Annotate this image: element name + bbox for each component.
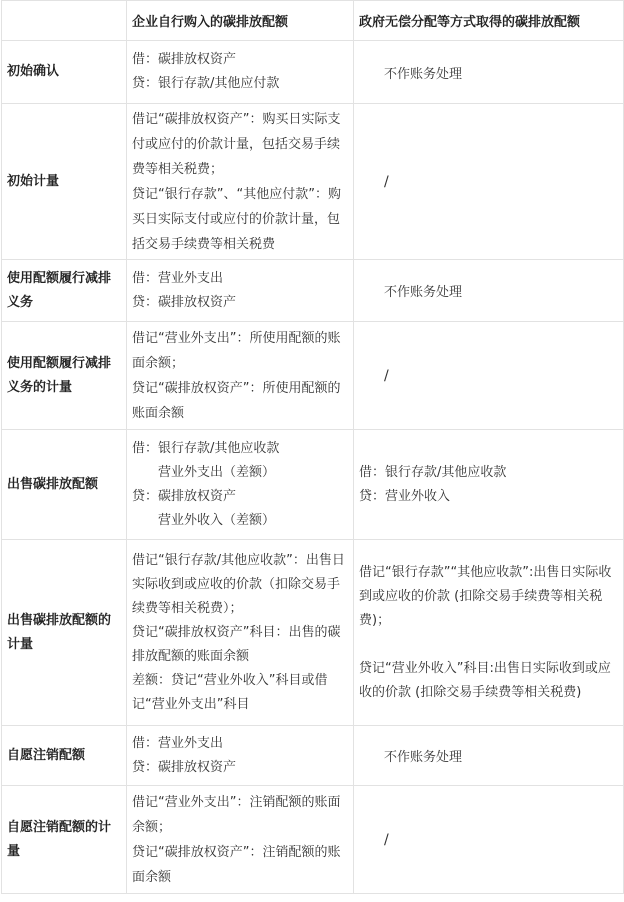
government-entry: / xyxy=(354,322,624,430)
government-entry xyxy=(354,540,624,726)
entry-line: 贷：碳排放权资产 xyxy=(132,488,237,504)
header-cell-purchased: 企业自行购入的碳排放配额 xyxy=(127,1,354,41)
government-entry: 不作账务处理 xyxy=(354,726,624,786)
row-label: 出售碳排放配额 xyxy=(2,430,127,540)
entry-line: 借：银行存款/其他应收款 xyxy=(359,464,507,480)
paragraph-spacer xyxy=(359,633,618,657)
purchased-entry xyxy=(127,430,354,540)
entry-line: 营业外收入（差额） xyxy=(132,512,276,528)
entry-line: 贷：碳排放权资产 xyxy=(132,759,237,775)
entry-line: 贷：碳排放权资产 xyxy=(132,294,237,310)
table-header-row xyxy=(2,1,624,41)
entry-paragraph: 借记“营业外支出”：所使用配额的账面余额； xyxy=(132,330,341,371)
entry-line: 借：营业外支出 xyxy=(132,735,224,751)
entry-line: 贷：银行存款/其他应付款 xyxy=(132,76,280,91)
government-entry: 不作账务处理 xyxy=(354,41,624,104)
entry-paragraph: 贷记“碳排放权资产”：注销配额的账面余额 xyxy=(132,844,341,885)
row-label: 自愿注销配额的计量 xyxy=(2,786,127,894)
entry-paragraph: 借记“银行存款/其他应收款”：出售日实际收到或应收的价款（扣除交易手续费等相关税费）； xyxy=(132,552,345,616)
row-label: 自愿注销配额 xyxy=(2,726,127,786)
purchased-entry xyxy=(127,260,354,322)
purchased-entry xyxy=(127,540,354,726)
entry-line: 借：银行存款/其他应收款 xyxy=(132,440,280,456)
government-entry: / xyxy=(354,104,624,260)
entry-paragraph: 贷记“碳排放权资产”：所使用配额的账面余额 xyxy=(132,380,341,421)
entry-line: 营业外支出（差额） xyxy=(132,464,276,480)
table-row xyxy=(2,726,624,786)
row-label: 使用配额履行减排义务的计量 xyxy=(2,322,127,430)
table-row xyxy=(2,260,624,322)
row-label: 使用配额履行减排义务 xyxy=(2,260,127,322)
entry-line: 贷：营业外收入 xyxy=(359,488,451,504)
purchased-entry xyxy=(127,322,354,430)
entry-paragraph: 借记“营业外支出”：注销配额的账面余额； xyxy=(132,794,341,835)
entry-line: 借：碳排放权资产 xyxy=(132,52,237,67)
entry-paragraph: 借记“碳排放权资产”：购买日实际支付或应付的价款计量，包括交易手续费等相关税费； xyxy=(132,111,341,177)
table-row xyxy=(2,41,624,104)
government-entry xyxy=(354,430,624,540)
purchased-entry xyxy=(127,104,354,260)
entry-paragraph: 贷记“碳排放权资产”科目：出售的碳排放配额的账面余额 xyxy=(132,624,341,664)
header-cell-government: 政府无偿分配等方式取得的碳排放配额 xyxy=(354,1,624,41)
table-row xyxy=(2,104,624,260)
entry-paragraph: 差额：贷记“营业外收入”科目或借记“营业外支出”科目 xyxy=(132,672,328,712)
purchased-entry xyxy=(127,786,354,894)
row-label: 初始确认 xyxy=(2,41,127,104)
table-row xyxy=(2,430,624,540)
government-entry: 不作账务处理 xyxy=(354,260,624,322)
row-label: 出售碳排放配额的计量 xyxy=(2,540,127,726)
entry-paragraph: 借记“银行存款”“其他应收款”:出售日实际收到或应收的价款 (扣除交易手续费等相关税费)； xyxy=(359,564,612,628)
entry-paragraph: 贷记“营业外收入”科目:出售日实际收到或应收的价款 (扣除交易手续费等相关税费) xyxy=(359,660,611,700)
row-label: 初始计量 xyxy=(2,104,127,260)
accounting-comparison-table xyxy=(1,0,624,894)
entry-line: 借：营业外支出 xyxy=(132,270,224,286)
purchased-entry xyxy=(127,41,354,104)
table-row xyxy=(2,786,624,894)
entry-paragraph: 贷记“银行存款”、“其他应付款”：购买日实际支付或应付的价款计量，包括交易手续费等相关税费 xyxy=(132,186,341,252)
table-row xyxy=(2,540,624,726)
purchased-entry xyxy=(127,726,354,786)
table-row xyxy=(2,322,624,430)
header-cell-empty xyxy=(2,1,127,41)
government-entry: / xyxy=(354,786,624,894)
